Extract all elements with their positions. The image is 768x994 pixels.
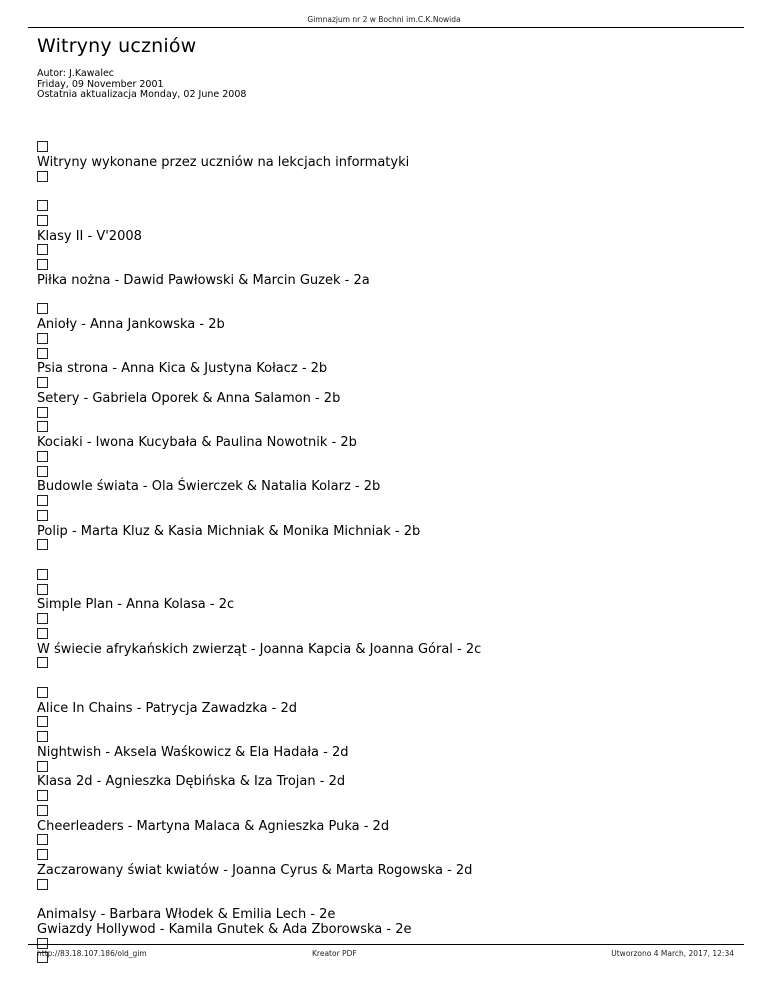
content-line[interactable]: Piłka nożna - Dawid Pawłowski & Marcin Guzek - 2a [37,272,370,288]
missing-image-placeholder [37,495,737,510]
missing-image-placeholder [37,731,737,746]
broken-image-icon [37,451,48,462]
footer-created: Utworzono 4 March, 2017, 12:34 [611,949,734,958]
missing-image-placeholder [37,849,737,864]
article-meta [37,69,246,101]
missing-image-placeholder [37,451,737,466]
broken-image-icon [37,171,48,182]
missing-image-placeholder [37,244,737,259]
broken-image-icon [37,215,48,226]
missing-image-placeholder [37,333,737,348]
broken-image-icon [37,731,48,742]
missing-image-placeholder [37,407,737,422]
broken-image-icon [37,244,48,255]
page-title: Witryny uczniów [37,35,197,57]
footer-creator: Kreator PDF [312,949,357,958]
broken-image-icon [37,421,48,432]
missing-image-placeholder [37,171,737,186]
spacer [37,554,737,569]
broken-image-icon [37,687,48,698]
broken-image-icon [37,303,48,314]
content-line[interactable]: Setery - Gabriela Oporek & Anna Salamon - 2b [37,390,341,406]
article-author: Autor: J.Kawalec [37,68,115,79]
content-line[interactable]: Alice In Chains - Patrycja Zawadzka - 2d [37,700,297,716]
broken-image-icon [37,938,48,949]
content-line[interactable]: Psia strona - Anna Kica & Justyna Kołacz - 2b [37,361,328,377]
missing-image-placeholder [37,539,737,554]
broken-image-icon [37,879,48,890]
content-line[interactable]: Anioły - Anna Jankowska - 2b [37,317,225,332]
spacer [37,672,737,687]
broken-image-icon [37,377,48,388]
broken-image-icon [37,510,48,521]
missing-image-placeholder [37,377,737,392]
broken-image-icon [37,761,48,772]
missing-image-placeholder [37,200,737,215]
spacer [37,289,737,304]
broken-image-icon [37,466,48,477]
missing-image-placeholder [37,687,737,702]
missing-image-placeholder [37,303,737,318]
broken-image-icon [37,849,48,860]
missing-image-placeholder [37,141,737,156]
content-line[interactable]: Gwiazdy Hollywod - Kamila Gnutek & Ada Zborowska - 2e [37,921,412,937]
broken-image-icon [37,834,48,845]
broken-image-icon [37,584,48,595]
article-body [37,141,737,967]
spacer [37,893,737,908]
missing-image-placeholder [37,834,737,849]
missing-image-placeholder [37,790,737,805]
missing-image-placeholder [37,348,737,363]
missing-image-placeholder [37,569,737,584]
broken-image-icon [37,539,48,550]
missing-image-placeholder [37,584,737,599]
footer-url[interactable]: http://83.18.107.186/old_gim [37,949,147,958]
article-updated-date: Ostatnia aktualizacja Monday, 02 June 2008 [37,89,247,100]
broken-image-icon [37,805,48,816]
broken-image-icon [37,716,48,727]
content-line[interactable]: Kociaki - Iwona Kucybała & Paulina Nowotnik - 2b [37,435,357,450]
content-line[interactable]: Zaczarowany świat kwiatów - Joanna Cyrus & Marta Rogowska - 2d [37,862,473,878]
content-line[interactable]: Klasa 2d - Agnieszka Dębińska & Iza Trojan - 2d [37,774,346,790]
spacer [37,185,737,200]
broken-image-icon [37,407,48,418]
broken-image-icon [37,348,48,359]
content-line[interactable]: Polip - Marta Kluz & Kasia Michniak & Monika Michniak - 2b [37,523,421,539]
broken-image-icon [37,259,48,270]
content-line[interactable]: Nightwish - Aksela Waśkowicz & Ela Hadała - 2d [37,744,349,760]
content-line[interactable]: Klasy II - V'2008 [37,228,142,244]
article-created-date: Friday, 09 November 2001 [37,78,164,90]
content-line[interactable]: W świecie afrykańskich zwierząt - Joanna Kapcia & Joanna Góral - 2c [37,641,482,657]
broken-image-icon [37,628,48,639]
broken-image-icon [37,200,48,211]
missing-image-placeholder [37,421,737,436]
missing-image-placeholder [37,805,737,820]
header-divider [28,27,744,28]
missing-image-placeholder [37,215,737,230]
missing-image-placeholder [37,761,737,776]
broken-image-icon [37,657,48,668]
content-line[interactable]: Witryny wykonane przez uczniów na lekcjach informatyki [37,154,410,170]
broken-image-icon [37,790,48,801]
footer-divider [28,944,744,945]
content-line[interactable]: Simple Plan - Anna Kolasa - 2c [37,597,235,613]
missing-image-placeholder [37,613,737,628]
broken-image-icon [37,333,48,344]
missing-image-placeholder [37,879,737,894]
broken-image-icon [37,613,48,624]
missing-image-placeholder [37,657,737,672]
missing-image-placeholder [37,510,737,525]
content-line[interactable]: Cheerleaders - Martyna Malaca & Agnieszka Puka - 2d [37,818,390,834]
missing-image-placeholder [37,628,737,643]
content-line[interactable]: Budowle świata - Ola Świerczek & Natalia Kolarz - 2b [37,479,381,495]
broken-image-icon [37,495,48,506]
missing-image-placeholder [37,716,737,731]
content-line[interactable]: Animalsy - Barbara Włodek & Emilia Lech - 2e [37,907,336,922]
page-header-school: Gimnazjum nr 2 w Bochni im.C.K.Nowida [307,15,461,24]
broken-image-icon [37,569,48,580]
missing-image-placeholder [37,259,737,274]
broken-image-icon [37,141,48,152]
